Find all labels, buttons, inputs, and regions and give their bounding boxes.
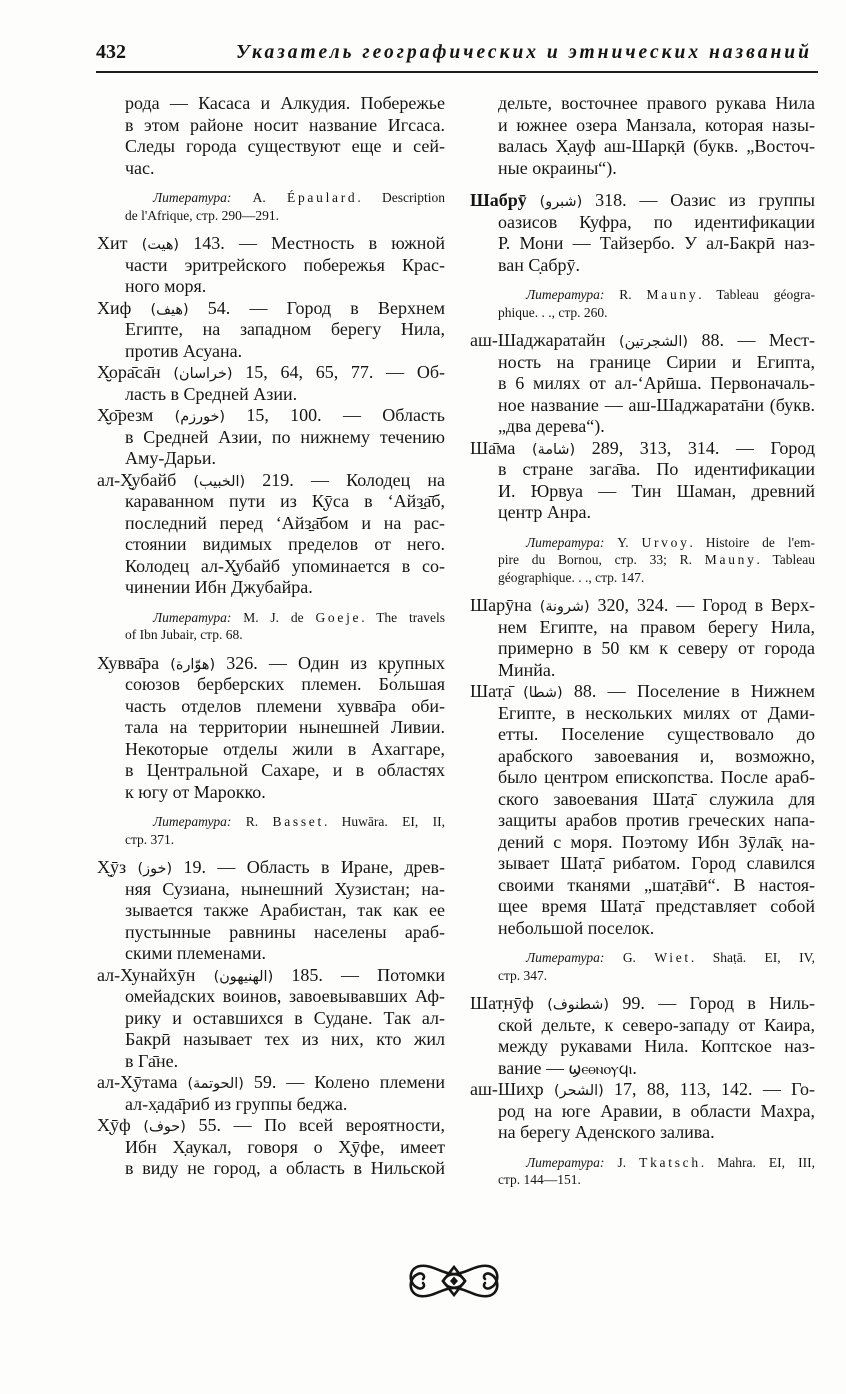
- text-segment: 15, 100. — Область: [225, 405, 446, 425]
- text-segment: валась Х̣ауф аш-Шарк̣ӣ (букв. „Восточ-: [498, 136, 815, 156]
- text-segment: части эритрейского побережья Крас-: [125, 254, 445, 275]
- text-segment: 318. — Оазис из группы: [582, 190, 816, 210]
- text-line: [470, 93, 815, 115]
- entry-headword: ал-Х̣ӯтама: [97, 1072, 188, 1092]
- text-segment: небольшой поселок.: [498, 917, 655, 938]
- text-segment: 59. — Колено племени: [243, 1072, 445, 1092]
- literature-label: Литература:: [153, 814, 232, 829]
- text-line: [97, 739, 445, 761]
- text-segment: на берегу Аденского залива.: [498, 1122, 715, 1142]
- text-segment: Аму-Дарьи.: [125, 448, 216, 468]
- text-segment: 19. — Область в Иране, древ-: [172, 857, 446, 877]
- text-segment: Бакрӣ называет тех из них, кто жил: [125, 1029, 445, 1049]
- literature-reference: [97, 609, 445, 644]
- text-segment: в Га̄не.: [125, 1050, 179, 1071]
- text-segment: M. J. de: [231, 609, 316, 625]
- text-line: [97, 513, 445, 535]
- text-segment: Египте, в нескольких милях от Дами-: [498, 702, 815, 723]
- text-segment: примерно в 50 км к северу от города: [498, 638, 815, 658]
- arabic-script: (شطا): [523, 685, 563, 701]
- literature-label: Литература:: [153, 609, 232, 625]
- dictionary-entry: [470, 438, 815, 524]
- text-segment: ность на границе Сирии и Египта,: [498, 351, 815, 372]
- text-segment: . Tableau géogra-: [698, 287, 815, 302]
- text-segment: [527, 190, 540, 210]
- literature-reference: [470, 534, 815, 587]
- text-line: [97, 255, 445, 277]
- arabic-script: (شامة): [532, 441, 576, 458]
- entry-headword: Ша̄ма: [470, 437, 532, 458]
- text-segment: тала на территории нынешней Ливии.: [125, 717, 445, 737]
- text-segment: J.: [604, 1154, 640, 1170]
- arabic-script: (خراسان): [173, 366, 233, 382]
- text-segment: 185. — Потомки: [273, 964, 445, 985]
- text-segment: последний перед ‘Айз̱а̄бом и на рас-: [125, 512, 445, 533]
- author-name: Mauny: [704, 552, 757, 567]
- text-line: [470, 767, 815, 789]
- text-line: [470, 158, 815, 180]
- text-line: [97, 674, 445, 696]
- arabic-script: (هيت): [141, 237, 180, 253]
- text-segment: И. Юрвуа — Тин Шаман, древний: [498, 480, 815, 501]
- text-segment: 99. — Город в Ниль-: [609, 993, 815, 1013]
- text-line: [470, 789, 815, 811]
- text-line: [97, 115, 445, 137]
- text-line: [470, 703, 815, 725]
- text-segment: Некоторые отделы жили в Ахаггаре,: [125, 738, 445, 759]
- text-line: [470, 1101, 815, 1123]
- text-segment: 143. — Местность в южной: [179, 233, 446, 253]
- text-segment: дельте, восточнее правого рукава Нила: [498, 93, 815, 113]
- text-segment: род на юге Аравии, в области Махра,: [498, 1100, 815, 1121]
- text-line: [97, 1008, 445, 1030]
- text-segment: ное название — аш-Шаджарата̄ни (букв.: [498, 394, 815, 415]
- text-line: [97, 1094, 445, 1116]
- dictionary-entry: [470, 190, 815, 276]
- literature-reference: [97, 189, 445, 224]
- text-line: [470, 212, 815, 234]
- text-line: [470, 967, 815, 985]
- text-line: [470, 395, 815, 417]
- text-segment: ал-х̣ада̄риб из группы беджа.: [125, 1093, 348, 1114]
- text-segment: вание —: [498, 1057, 569, 1078]
- literature-label: Литература:: [153, 190, 232, 205]
- entry-continuation: [97, 93, 445, 179]
- entry-headword: аш-Шаджаратайн: [470, 330, 619, 350]
- text-segment: R.: [604, 287, 647, 302]
- text-segment: пустынные равнины населены араб-: [125, 921, 445, 942]
- text-segment: Колодец ал-Х̮убайб упоминается в со-: [125, 555, 445, 576]
- entry-headword: Шат̣а̄: [470, 681, 524, 701]
- text-segment: . The travels: [361, 609, 446, 625]
- text-line: [97, 609, 445, 627]
- text-line: [470, 190, 815, 212]
- text-line: [97, 534, 445, 556]
- text-segment: Египте, на западном берегу Нила,: [125, 319, 445, 339]
- text-line: [97, 405, 445, 427]
- text-segment: часть отделов племени хувва̄ра оби-: [125, 695, 445, 716]
- literature-label: Литература:: [526, 534, 605, 550]
- text-segment: в этом районе носит название Игсаса.: [125, 114, 445, 135]
- text-line: [470, 993, 815, 1015]
- text-line: [97, 233, 445, 255]
- text-line: [470, 746, 815, 768]
- text-line: [97, 136, 445, 158]
- header-rule: [96, 71, 818, 73]
- dictionary-entry: [97, 470, 445, 599]
- author-name: Épaulard: [287, 190, 358, 205]
- text-segment: чинении Ибн Джубайра.: [125, 577, 313, 597]
- entry-headword: Х̣ӯф: [97, 1115, 144, 1135]
- dictionary-entry: [97, 965, 445, 1073]
- text-line: [97, 986, 445, 1008]
- text-line: [470, 459, 815, 481]
- text-line: [470, 1122, 815, 1144]
- text-line: [97, 813, 445, 831]
- entry-headword: ал-Х̮убайб: [97, 469, 194, 490]
- text-line: [470, 810, 815, 832]
- text-line: [470, 255, 815, 277]
- text-line: [470, 416, 815, 438]
- author-name: Goeje: [315, 609, 362, 625]
- text-line: [97, 577, 445, 599]
- text-line: [97, 1115, 445, 1137]
- arabic-script: (الخبيب): [193, 473, 246, 490]
- arabic-script: (شرونة): [539, 599, 590, 615]
- text-line: [470, 875, 815, 897]
- text-line: [97, 965, 445, 987]
- entry-headword: Х̮о̄резм: [97, 405, 175, 425]
- dictionary-entry: [470, 993, 815, 1079]
- text-line: [470, 681, 815, 703]
- text-line: [97, 448, 445, 470]
- text-segment: стр. 371.: [125, 831, 175, 847]
- dictionary-entry: [97, 233, 445, 298]
- text-segment: Минйа.: [498, 659, 556, 680]
- running-title: Указатель географических и этнических названий: [235, 42, 812, 63]
- text-line: [470, 233, 815, 255]
- text-line: [470, 949, 815, 967]
- text-segment: в стране зага̄ва. По идентификации: [498, 459, 815, 479]
- text-segment: pire du Bornou, стр. 33; R.: [498, 552, 705, 567]
- text-line: [97, 857, 445, 879]
- text-segment: Y.: [604, 534, 642, 550]
- text-line: [97, 470, 445, 492]
- dictionary-entry: [97, 857, 445, 965]
- arabic-script: (شطنوف): [547, 997, 609, 1013]
- text-line: [97, 556, 445, 578]
- text-line: [470, 1058, 815, 1080]
- text-line: [470, 481, 815, 503]
- text-line: [470, 330, 815, 352]
- text-line: [470, 918, 815, 940]
- text-line: [470, 551, 815, 569]
- text-segment: союзов берберских племен. Бо́льшая: [125, 674, 445, 694]
- dictionary-entry: [470, 1079, 815, 1144]
- entry-headword: аш-Ших̣р: [470, 1079, 554, 1099]
- arabic-script: (خورزم): [174, 409, 226, 425]
- text-segment: 219. — Колодец на: [245, 469, 445, 490]
- arabic-script: (الهنيهون): [213, 968, 274, 985]
- text-segment: . Histoire de l'em-: [689, 534, 815, 550]
- entry-headword: Хувва̄ра: [97, 652, 171, 673]
- arabic-script: (خوز): [137, 861, 173, 877]
- text-segment: в Средней Азии, по нижнему течению: [125, 426, 445, 447]
- text-segment: няя Сузиана, нынешний Хузистан; на-: [125, 878, 445, 899]
- text-line: [470, 1079, 815, 1101]
- text-line: [97, 207, 445, 225]
- literature-label: Литература:: [526, 1154, 605, 1170]
- page-number: 432: [96, 41, 126, 63]
- text-segment: G.: [604, 950, 655, 965]
- text-line: [97, 879, 445, 901]
- text-line: [97, 922, 445, 944]
- entry-headword: ал-Хунайхӯн: [97, 964, 214, 985]
- text-segment: 88. — Мест-: [687, 330, 815, 350]
- text-segment: . Description: [357, 190, 445, 205]
- text-segment: R.: [231, 814, 273, 829]
- text-segment: 15, 64, 65, 77. — Об-: [232, 362, 446, 382]
- text-line: [97, 319, 445, 341]
- text-segment: в 6 милях от ал-‘Арӣша. Первоначаль-: [498, 373, 815, 393]
- text-segment: нем Египте, на правом берегу Нила,: [498, 616, 815, 637]
- text-segment: стр. 144—151.: [498, 1172, 581, 1187]
- arabic-script: (الشجرتين): [618, 334, 688, 350]
- text-segment: рода — Касаса и Алкудия. Побережье: [125, 93, 445, 113]
- text-line: [97, 1158, 445, 1180]
- text-segment: phique. . ., стр. 260.: [498, 304, 608, 320]
- text-segment: ской дельте, к северо-западу от Каира,: [498, 1014, 815, 1035]
- text-line: [97, 653, 445, 675]
- text-line: [470, 115, 815, 137]
- text-segment: между рукавами Нила. Коптское наз-: [498, 1036, 815, 1056]
- text-line: [97, 1051, 445, 1073]
- text-segment: и южнее озера Манзала, которая назы-: [498, 114, 815, 135]
- text-line: [97, 1137, 445, 1159]
- dictionary-entry: [97, 362, 445, 405]
- entry-continuation: [470, 93, 815, 179]
- text-line: [97, 696, 445, 718]
- text-line: [97, 1029, 445, 1051]
- text-segment: 320, 324. — Город в Верх-: [589, 595, 815, 615]
- text-segment: 326. — Один из крупных: [215, 652, 446, 673]
- text-segment: зывает Шат̣а̄ рибатом. Город славился: [498, 853, 815, 873]
- text-segment: ласть в Средней Азии.: [125, 383, 298, 404]
- text-line: [97, 362, 445, 384]
- text-segment: арабского завоевания и, возможно,: [498, 745, 815, 766]
- text-segment: Ибн Х̣аукал, говоря о Х̣ӯфе, имеет: [125, 1136, 445, 1157]
- entry-headword: Шабрӯ: [470, 190, 527, 210]
- text-segment: против Асуана.: [125, 340, 243, 361]
- text-line: [97, 626, 445, 644]
- text-segment: своими тканями „шат̣а̄вӣ“. В настоя-: [498, 874, 815, 895]
- entry-headword: Шарӯна: [470, 595, 540, 615]
- text-line: [97, 276, 445, 298]
- author-name: Urvoy: [641, 534, 690, 550]
- text-line: [470, 286, 815, 304]
- text-line: [97, 491, 445, 513]
- text-line: [97, 427, 445, 449]
- text-line: [470, 534, 815, 552]
- text-segment: ные окраины“).: [498, 157, 617, 178]
- text-segment: к югу от Марокко.: [125, 781, 266, 802]
- text-line: [470, 438, 815, 460]
- text-segment: 88. — Поселение в Нижнем: [562, 681, 815, 701]
- text-segment: géographique. . ., стр. 147.: [498, 569, 645, 585]
- text-line: [97, 717, 445, 739]
- literature-label: Литература:: [526, 950, 605, 965]
- arabic-script: (هيف): [150, 301, 189, 318]
- arabic-script: (شبرو): [539, 194, 583, 210]
- text-segment: 17, 88, 113, 142. — Го-: [603, 1079, 815, 1099]
- text-segment: скими племенами.: [125, 943, 267, 963]
- text-line: [470, 832, 815, 854]
- right-column: [470, 93, 815, 1198]
- text-segment: of Ibn Jubair, стр. 68.: [125, 627, 243, 642]
- text-line: [97, 943, 445, 965]
- text-segment: в Центральной Сахаре, и в областях: [125, 760, 445, 780]
- author-name: Basset: [272, 814, 324, 829]
- literature-label: Литература:: [526, 287, 605, 302]
- text-segment: . Tableau: [756, 552, 815, 567]
- author-name: Tkatsch: [639, 1154, 701, 1170]
- text-line: [470, 373, 815, 395]
- dictionary-entry: [97, 1072, 445, 1115]
- text-segment: . Shaṭā. EI, IV,: [690, 950, 815, 965]
- arabic-script: (حوف): [143, 1119, 186, 1135]
- text-segment: оазисов Куфра, по идентификации: [498, 211, 815, 232]
- text-segment: A.: [231, 190, 288, 205]
- text-line: [470, 502, 815, 524]
- entry-headword: Хиф: [97, 297, 151, 318]
- dictionary-entry: [470, 681, 815, 939]
- text-segment: щее время Шат̣а̄ представляет собой: [498, 896, 815, 916]
- text-line: [97, 158, 445, 180]
- entry-headword: Хит: [97, 233, 142, 253]
- text-line: [470, 304, 815, 322]
- text-segment: 54. — Город в Верхнем: [188, 297, 445, 318]
- text-segment: Р. Мони — Тайзербо. У ал-Бакрӣ наз-: [498, 233, 815, 253]
- text-segment: дений с моря. Поэтому Ибн Зӯла̄к̣ на-: [498, 831, 815, 852]
- text-segment: омейадских воинов, завоевывавших Аф-: [125, 986, 445, 1006]
- entry-headword: Шат̣нӯф: [470, 993, 548, 1013]
- text-line: [470, 660, 815, 682]
- literature-reference: [470, 949, 815, 984]
- text-segment: de l'Afrique, стр. 290—291.: [125, 207, 279, 223]
- text-line: [470, 638, 815, 660]
- dictionary-entry: [97, 298, 445, 363]
- author-name: Mauny: [646, 287, 699, 302]
- arabic-script: (هوّارة): [170, 656, 216, 673]
- text-line: [97, 93, 445, 115]
- text-segment: час.: [125, 157, 155, 178]
- text-segment: стр. 347.: [498, 967, 548, 983]
- text-segment: защиты арабов против греческих напа-: [498, 810, 815, 830]
- text-segment: 55. — По всей вероятности,: [185, 1115, 445, 1135]
- text-line: [470, 724, 815, 746]
- text-segment: стоянии видимых пределов от него.: [125, 534, 445, 554]
- text-segment: етты. Поселение существовало до: [498, 724, 815, 744]
- text-segment: было центром епископства. После араб-: [498, 767, 815, 787]
- left-column: [97, 93, 445, 1180]
- text-line: [97, 1072, 445, 1094]
- text-line: [470, 1171, 815, 1189]
- text-line: [470, 352, 815, 374]
- text-segment: зывается также Арабистан, так как ее: [125, 900, 445, 920]
- dictionary-entry: [97, 653, 445, 804]
- arabic-script: (الشحر): [554, 1083, 604, 1099]
- text-line: [470, 617, 815, 639]
- text-segment: центр Анра.: [498, 502, 591, 522]
- literature-reference: [97, 813, 445, 848]
- text-line: [470, 136, 815, 158]
- text-line: [97, 189, 445, 207]
- dictionary-entry: [470, 330, 815, 438]
- arabic-script: (الحوتمة): [187, 1076, 244, 1092]
- text-line: [470, 595, 815, 617]
- text-line: [470, 896, 815, 918]
- text-segment: . Huwāra. EI, II,: [323, 814, 445, 829]
- literature-reference: [470, 286, 815, 321]
- text-line: [97, 760, 445, 782]
- text-segment: . Mahra. EI, III,: [700, 1154, 815, 1170]
- dictionary-entry: [470, 595, 815, 681]
- text-line: [470, 1036, 815, 1058]
- coptic-script: ϣⲉⲑⲛⲟⲩϥⲓ: [568, 1059, 633, 1078]
- dictionary-entry: [97, 405, 445, 470]
- entry-headword: Х̮ора̄са̄н: [97, 362, 174, 382]
- text-line: [470, 853, 815, 875]
- text-line: [97, 831, 445, 849]
- dictionary-entry: [97, 1115, 445, 1180]
- text-segment: ного моря.: [125, 276, 207, 296]
- text-segment: Следы города существуют еще и сей-: [125, 136, 445, 156]
- text-segment: 289, 313, 314. — Город: [575, 437, 816, 458]
- text-line: [470, 1015, 815, 1037]
- text-segment: рику и оставшихся в Судане. Так ал-: [125, 1007, 445, 1028]
- text-line: [97, 900, 445, 922]
- text-segment: ского завоевания Шат̣а̄ служила для: [498, 788, 815, 809]
- text-segment: „два дерева“).: [498, 416, 605, 436]
- author-name: Wiet: [654, 950, 691, 965]
- text-segment: ван С̣абрӯ.: [498, 254, 581, 275]
- text-line: [97, 384, 445, 406]
- text-line: [97, 782, 445, 804]
- ornament-flourish: [404, 1258, 504, 1304]
- text-segment: .: [632, 1057, 637, 1078]
- text-segment: в виду не город, а область в Нильской: [125, 1158, 445, 1178]
- text-segment: караванном пути из К̣ӯса в ‘Айз̱а̄б,: [125, 491, 445, 511]
- text-line: [470, 1154, 815, 1172]
- entry-headword: Х̮ӯз: [97, 857, 138, 877]
- text-line: [97, 298, 445, 320]
- text-line: [470, 569, 815, 587]
- text-line: [97, 341, 445, 363]
- literature-reference: [470, 1154, 815, 1189]
